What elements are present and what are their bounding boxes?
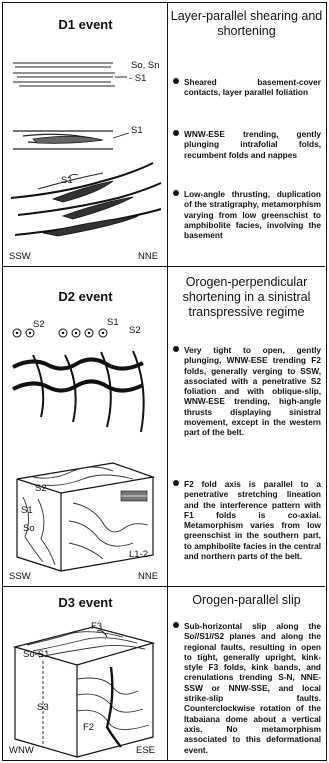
d2-label-s2-c: S2 [35,483,47,494]
bullet-dot [173,346,179,352]
d2-title: D2 event [58,289,113,304]
d1-bullet-3 [174,189,321,240]
d2-bullet-2 [174,479,321,561]
d1-title: D1 event [58,17,113,32]
d2-bullet-1 [174,345,321,438]
d2-label-s1-b: S1 [21,505,33,516]
d2-label-so: So [23,523,35,534]
d2-diagram [3,267,168,587]
d1-bullet-2-text: WNW-ESE trending, gently plunging intrafolial folds, recumbent folds and nappes [184,129,321,160]
d1-label-s1-b: S1 [131,125,143,136]
d1-bullet-2 [174,129,321,160]
d3-row [3,587,325,760]
d3-heading: Orogen-parallel slip [192,593,301,607]
d3-bullet-1-text: Sub-horizontal slip along the So//S1//S2 planes and along the regional faults, resulting in open to tight, generally upright, kink-style F3 folds, kink bands, and crenulations trending S-N, NNE-SSW or NNW-SSE, and local strike-slip faults. Counterclockwise rotation of the Itabaiana dome about a vertical axis. No metamorphism associated to this deformational event. [184,621,321,755]
bullet-dot [173,622,179,628]
d1-label-so-sn: So, Sn [131,60,160,71]
bullet-dot [173,480,179,486]
d1-diagram-panel [3,3,168,266]
d2-bullet-2-text: F2 fold axis is parallel to a penetrative stretching lineation and the interference pattern with F1 folds is co-axial. Metamorphism varies from low greenschist in the southern part, to amphibolite facies in the central and northern parts of the belt. [184,479,321,562]
d3-label-f3: F3 [91,621,103,632]
d1-bullet-1 [174,77,321,98]
d1-label-s1-a: - S1 [129,73,147,84]
d3-diagram [3,587,168,760]
d2-label-s2-a: S2 [33,319,45,330]
d2-diagram-panel [3,267,168,586]
deformation-events-table [2,2,327,761]
bullet-dot [173,78,179,84]
d1-label-nne: NNE [138,251,159,262]
d1-heading: Layer-parallel shearing and shortening [170,9,323,38]
d1-diagram [3,3,168,267]
d1-label-ssw: SSW [9,251,31,262]
d2-label-s1: S1 [107,317,119,328]
d2-label-nne: NNE [138,571,159,582]
d3-label-so-s1: So-S1 [23,649,50,660]
d1-text-panel [168,3,325,266]
d1-bullet-1-text: Sheared basement-cover contacts, layer parallel foliation [184,77,321,98]
d1-bullet-3-text: Low-angle thrusting, duplication of the stratigraphy, metamorphism varying from low greenschist to amphibolite facies, involving the basement [184,189,321,241]
bullet-dot [173,130,179,136]
d3-title: D3 event [58,595,113,610]
d3-label-ese: ESE [136,745,156,756]
d3-label-wnw: WNW [9,745,34,756]
d2-heading: Orogen-perpendicular shortening in a sinistral transpressive regime [182,275,311,319]
d2-label-l12: L1-2 [129,549,149,560]
d1-row [3,3,325,267]
d3-bullet-1 [174,621,321,755]
d2-row [3,267,325,587]
d3-label-f2: F2 [83,722,95,733]
d3-text-panel [168,587,325,760]
bullet-dot [173,190,179,196]
d1-label-s1-c: S1 [61,175,73,186]
d3-label-s3: S3 [37,702,49,713]
d2-label-ssw: SSW [9,571,31,582]
d2-text-panel [168,267,325,586]
d2-label-s2-b: S2 [129,325,141,336]
d3-diagram-panel [3,587,168,760]
d2-bullet-1-text: Very tight to open, gently plunging, WNW-ESE trending F2 folds, generally verging to SSW, associated with a penetrative S2 foliation and with oblique-slip, WNW-ESE trending, high-angle thrusts displaying sinistral movement, except in the western part of the belt. [184,345,321,438]
